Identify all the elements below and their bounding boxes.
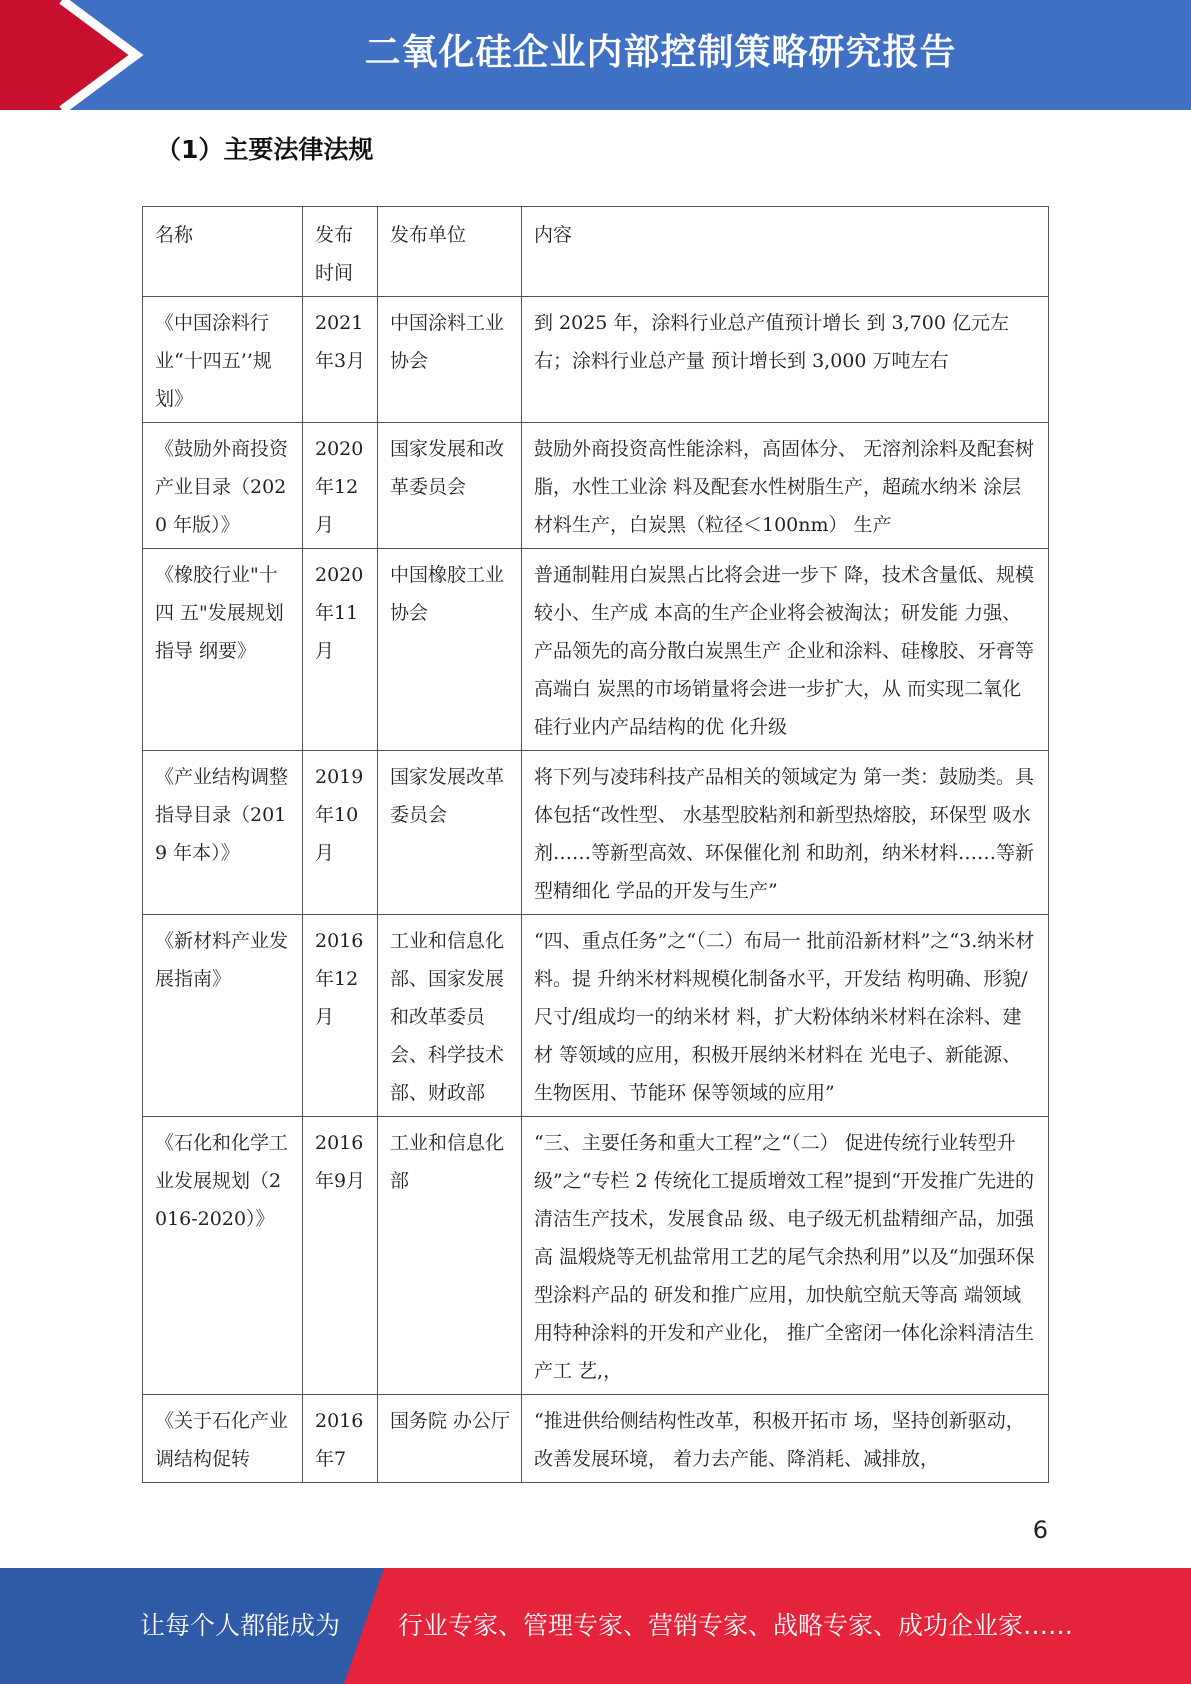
cell-date: 2016年9月 — [303, 1117, 378, 1395]
cell-name: 《石化和化学工 业发展规划（2016-2020）》 — [143, 1117, 303, 1395]
column-header-name: 名称 — [143, 207, 303, 297]
cell-issuer: 工业和信息化 部、国家发展 和改革委员 会、科学技术 部、财政部 — [378, 915, 522, 1117]
cell-content: “四、重点任务”之“（二）布局一 批前沿新材料”之“3.纳米材料。提 升纳米材料规模化制备水平，开发结 构明确、形貌/尺寸/组成均一的纳米材 料，扩大粉体纳米材料在涂料、建材 等领域的应用，积极开展纳米材料在 光电子、新能源、生物医用、节能环 保等领域的应用” — [522, 915, 1049, 1117]
page-header — [0, 0, 1191, 110]
table-row — [143, 1117, 1049, 1395]
cell-issuer: 国家发展和改 革委员会 — [378, 423, 522, 549]
cell-date: 2020年11月 — [303, 549, 378, 751]
cell-name: 《橡胶行业"十四 五"发展规划指导 纲要》 — [143, 549, 303, 751]
cell-issuer: 中国涂料工业 协会 — [378, 297, 522, 423]
cell-issuer: 国家发展改革 委员会 — [378, 751, 522, 915]
table-row — [143, 915, 1049, 1117]
section-heading: （1）主要法律法规 — [156, 135, 374, 164]
table-row — [143, 423, 1049, 549]
cell-name: 《关于石化产业 调结构促转 — [143, 1395, 303, 1483]
cell-date: 2021年3月 — [303, 297, 378, 423]
cell-name: 《中国涂料行业“十四五’’规划》 — [143, 297, 303, 423]
page-footer — [0, 1568, 1191, 1684]
cell-content: 到 2025 年，涂料行业总产值预计增长 到 3,700 亿元左右；涂料行业总产量 预计增长到 3,000 万吨左右 — [522, 297, 1049, 423]
page-number: 6 — [1032, 1516, 1048, 1544]
cell-content: 鼓励外商投资高性能涂料，高固体分、 无溶剂涂料及配套树脂，水性工业涂 料及配套水性树脂生产，超疏水纳米 涂层材料生产，白炭黑（粒径＜100nm） 生产 — [522, 423, 1049, 549]
cell-content: “三、主要任务和重大工程”之“（二） 促进传统行业转型升级”之“专栏 2 传统化工提质增效工程”提到“开发推广先进的清洁生产技术，发展食品 级、电子级无机盐精细产品，加强高 温煅烧等无机盐常用工艺的尾气余热利用”以及“加强环保型涂料产品的 研发和推广应用，加快航空航天等高 端领域用特种涂料的开发和产业化， 推广全密闭一体化涂料清洁生产工 艺,， — [522, 1117, 1049, 1395]
cell-content: 普通制鞋用白炭黑占比将会进一步下 降，技术含量低、规模较小、生产成 本高的生产企业将会被淘汰；研发能 力强、产品领先的高分散白炭黑生产 企业和涂料、硅橡胶、牙膏等高端白 炭黑的市场销量将会进一步扩大，从 而实现二氧化硅行业内产品结构的优 化升级 — [522, 549, 1049, 751]
column-header-issuer: 发布单位 — [378, 207, 522, 297]
footer-slogan-right: 行业专家、管理专家、营销专家、战略专家、成功企业家…… — [398, 1611, 1074, 1640]
header-title: 二氧化硅企业内部控制策略研究报告 — [364, 32, 957, 73]
table-row — [143, 1395, 1049, 1483]
cell-issuer: 中国橡胶工业 协会 — [378, 549, 522, 751]
cell-name: 《产业结构调整 指导目录（2019 年本）》 — [143, 751, 303, 915]
cell-content: “推进供给侧结构性改革，积极开拓市 场，坚持创新驱动，改善发展环境， 着力去产能、降消耗、减排放， — [522, 1395, 1049, 1483]
column-header-date: 发布时间 — [303, 207, 378, 297]
cell-date: 2020年12月 — [303, 423, 378, 549]
cell-issuer: 国务院 办公厅 — [378, 1395, 522, 1483]
table-row — [143, 549, 1049, 751]
cell-date: 2016年12月 — [303, 915, 378, 1117]
table-row — [143, 297, 1049, 423]
cell-name: 《新材料产业发 展指南》 — [143, 915, 303, 1117]
cell-content: 将下列与凌玮科技产品相关的领域定为 第一类：鼓励类。具体包括“改性型、 水基型胶粘剂和新型热熔胶，环保型 吸水剂……等新型高效、环保催化剂 和助剂，纳米材料……等新型精细化 学品的开发与生产” — [522, 751, 1049, 915]
table-header-row — [143, 207, 1049, 297]
table-row — [143, 751, 1049, 915]
cell-date: 2019年10月 — [303, 751, 378, 915]
cell-name: 《鼓励外商投资 产业目录（2020 年版）》 — [143, 423, 303, 549]
footer-slogan-left: 让每个人都能成为 — [140, 1611, 341, 1640]
regulations-table — [142, 206, 1049, 1483]
column-header-content: 内容 — [522, 207, 1049, 297]
cell-issuer: 工业和信息化 部 — [378, 1117, 522, 1395]
cell-date: 2016年7 — [303, 1395, 378, 1483]
